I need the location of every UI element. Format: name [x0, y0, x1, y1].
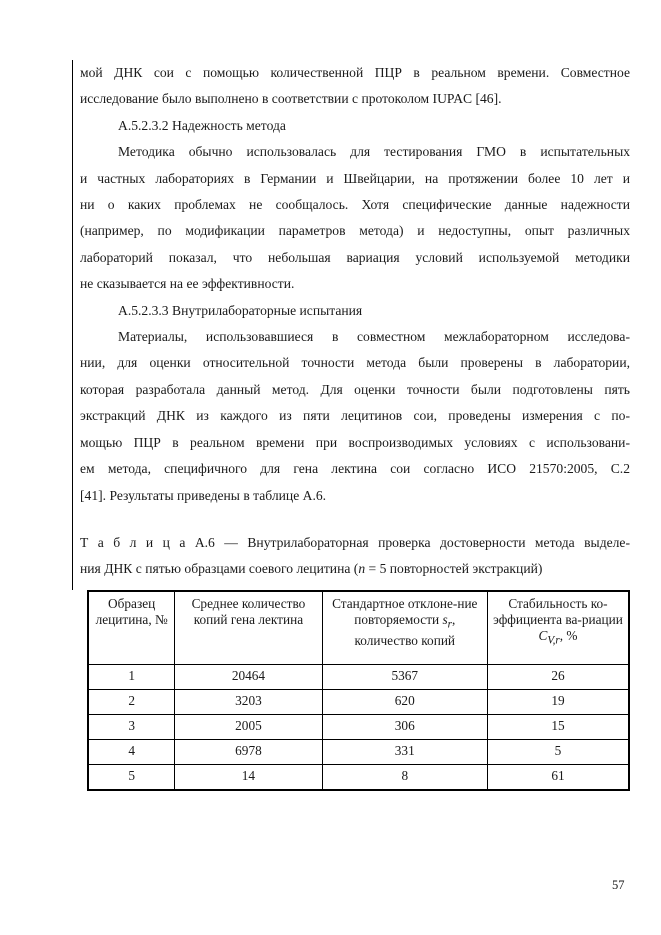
paragraph-line: [41]. Результаты приведены в таблице А.6. [80, 487, 327, 503]
table-cell: 26 [487, 665, 629, 690]
table-caption [80, 530, 630, 583]
table-cell: 620 [322, 690, 487, 715]
table-header-row [88, 591, 629, 665]
caption-text: = 5 повторностей экстракций) [365, 561, 543, 577]
paragraph-line: (например, по модификации параметров метода) и недоступны, опыт различных [80, 223, 630, 239]
table-cell: 331 [322, 740, 487, 765]
table-cell: 2 [88, 690, 175, 715]
header-cv [487, 591, 629, 665]
table-cell: 4 [88, 740, 175, 765]
header-text: Стабильность ко-эффициента ва-риации [493, 596, 623, 627]
paragraph-line: мощью ПЦР в реальном времени при воспроизводимых условиях с использовани- [80, 434, 630, 450]
caption-line [80, 556, 630, 582]
table-cell: 5367 [322, 665, 487, 690]
table-row [88, 665, 629, 690]
results-table [87, 590, 630, 791]
table-cell: 306 [322, 715, 487, 740]
table-cell: 6978 [175, 740, 322, 765]
table-row [88, 765, 629, 791]
paragraph-line: мой ДНК сои с помощью количественной ПЦР в реальном времени. Совместное [80, 65, 630, 80]
section-heading: А.5.2.3.3 Внутрилабораторные испытания [118, 302, 363, 318]
section-heading: А.5.2.3.2 Надежность метода [118, 117, 286, 133]
header-text: , количество копий [354, 612, 456, 648]
header-symbol: C [538, 628, 548, 643]
paragraph-line: экстракций ДНК из каждого из пяти лецитинов сои, проведены измерения с по- [80, 408, 630, 424]
table-cell: 5 [88, 765, 175, 791]
header-text: , % [559, 628, 578, 643]
paragraph-line: ем метода, специфичного для гена лектина сои согласно ИСО 21570:2005, С.2 [80, 461, 630, 477]
page-number: 57 [612, 878, 625, 892]
table-cell: 8 [322, 765, 487, 791]
caption-text: ния ДНК с пятью образцами соевого лецитина ( [80, 561, 359, 577]
header-sample: Образец лецитина, № [88, 591, 175, 665]
table-row [88, 740, 629, 765]
paragraph-line: ни о каких проблемах не сообщалось. Хотя специфические данные надежности [80, 197, 630, 213]
table-cell: 20464 [175, 665, 322, 690]
table-cell: 15 [487, 715, 629, 740]
table-row [88, 690, 629, 715]
paragraph-line: которая разработала данный метод. Для оценки точности были подготовлены пять [80, 381, 630, 397]
table-cell: 1 [88, 665, 175, 690]
header-mean-copies: Среднее количество копий гена лектина [175, 591, 322, 665]
table-cell: 2005 [175, 715, 322, 740]
table-cell: 5 [487, 740, 629, 765]
header-symbol: s [442, 612, 448, 627]
table-cell: 61 [487, 765, 629, 791]
paragraph-line: и частных лабораториях в Германии и Швейцарии, на протяжении более 10 лет и [80, 170, 630, 186]
table-cell: 19 [487, 690, 629, 715]
paragraph-line: не сказывается на ее эффективности. [80, 276, 295, 292]
paragraph-line: Материалы, использовавшиеся в совместном межлабораторном исследова- [118, 329, 630, 345]
table-row [88, 715, 629, 740]
header-subscript: r [447, 618, 452, 631]
caption-line: Т а б л и ц а А.6 — Внутрилабораторная проверка достоверности метода выделе- [80, 535, 630, 550]
paragraph-line: лабораторий показал, что небольшая вариация условий используемой методики [80, 249, 630, 265]
header-subscript: V,r [547, 634, 560, 647]
paragraph-line: нии, для оценки относительной точности метода были проверены в лаборатории, [80, 355, 630, 371]
caption-symbol: n [358, 561, 366, 577]
header-text: Стандартное отклоне-ние повторяемости [332, 596, 478, 627]
paragraph-line: Методика обычно использовалась для тестирования ГМО в испытательных [118, 144, 630, 160]
body-text [80, 60, 630, 509]
header-std-dev [322, 591, 487, 665]
paragraph-line: исследование было выполнено в соответствии с протоколом IUPAC [46]. [80, 91, 502, 107]
table-cell: 3203 [175, 690, 322, 715]
margin-rule [72, 60, 73, 590]
table-cell: 14 [175, 765, 322, 791]
table-cell: 3 [88, 715, 175, 740]
